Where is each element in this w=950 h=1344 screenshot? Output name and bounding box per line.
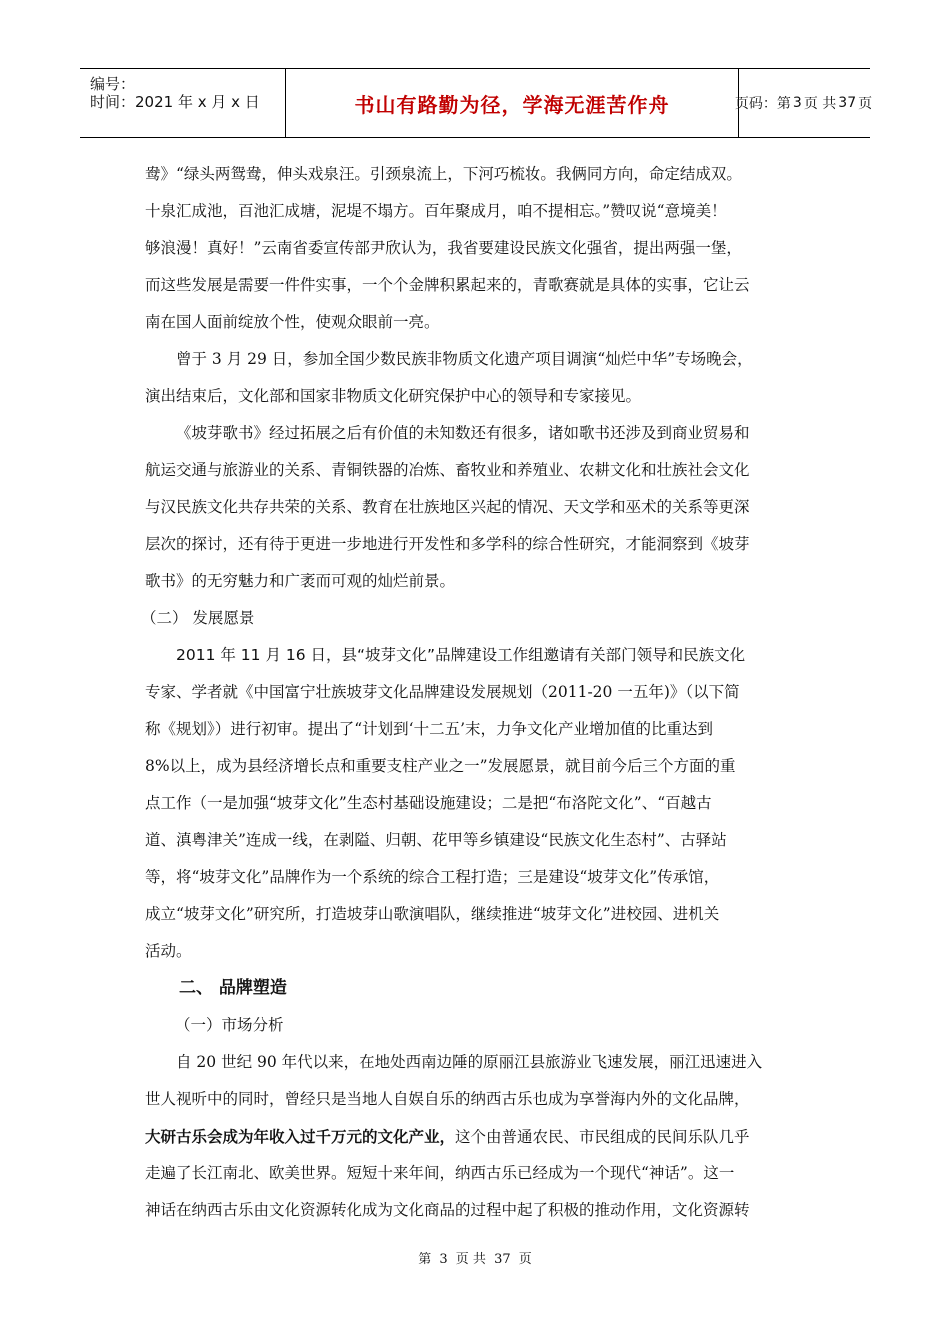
body-line-mixed (145, 1118, 805, 1155)
header-motto-cell (285, 69, 739, 137)
header-page-middle: 页 共 (803, 96, 837, 112)
body-line: 演出结束后，文化部和国家非物质文化研究保护中心的领导和专家接见。 (145, 387, 642, 405)
body-line: 等，将“坡芽文化”品牌作为一个系统的综合工程打造；三是建设“坡芽文化”传承馆， (145, 868, 720, 886)
footer-middle: 页 共 (455, 1252, 486, 1267)
body-line: 层次的探讨，还有待于更进一步地进行开发性和多学科的综合性研究，才能洞察到《坡芽 (145, 535, 750, 553)
page-header (80, 68, 873, 138)
body-line: 神话在纳西古乐由文化资源转化成为文化商品的过程中起了积极的推动作用，文化资源转 (145, 1201, 750, 1219)
footer-suffix: 页 (518, 1252, 532, 1267)
header-info (80, 69, 285, 137)
body-line: 2011 年 11 月 16 日，县“坡芽文化”品牌建设工作组邀请有关部门领导和民族文化 (176, 646, 746, 664)
document-number-label: 编号： (90, 75, 136, 93)
section-subheading-market: （一）市场分析 (175, 1016, 284, 1034)
body-line: 而这些发展是需要一件件实事，一个个金牌积累起来的，青歌赛就是具体的实事，它让云 (145, 276, 750, 294)
body-line-rest: 这个由普通农民、市民组成的民间乐队几乎 (455, 1128, 750, 1146)
footer-prefix: 第 (418, 1252, 432, 1267)
document-date: 时间：2021 年 x 月 x 日 (90, 93, 260, 111)
body-line: 道、滇粤津关”连成一线，在剥隘、归朝、花甲等乡镇建设“民族文化生态村”、古驿站 (145, 831, 727, 849)
body-line: 自 20 世纪 90 年代以来，在地处西南边陲的原丽江县旅游业飞速发展，丽江迅速进入 (176, 1053, 763, 1071)
header-page-prefix: 页码：第 (734, 96, 791, 112)
body-line: 航运交通与旅游业的关系、青铜铁器的冶炼、畜牧业和养殖业、农耕文化和壮族社会文化 (145, 461, 750, 479)
body-line: 《坡芽歌书》经过拓展之后有价值的未知数还有很多，诸如歌书还涉及到商业贸易和 (176, 424, 750, 442)
body-line: 曾于 3 月 29 日，参加全国少数民族非物质文化遗产项目调演“灿烂中华”专场晚会， (176, 350, 753, 368)
header-page-suffix: 页 (858, 96, 873, 112)
body-line: 十泉汇成池，百池汇成塘，泥堤不塌方。百年聚成月，咱不提相忘。”赞叹说“意境美！ (145, 202, 727, 220)
body-line: 南在国人面前绽放个性，使观众眼前一亮。 (145, 313, 440, 331)
header-motto: 书山有路勤为径，学海无涯苦作舟 (354, 92, 670, 117)
footer-page-total: 37 (494, 1252, 511, 1267)
header-page-indicator (734, 69, 873, 137)
footer-page-current: 3 (439, 1252, 448, 1267)
page-footer (0, 1248, 950, 1267)
body-line: 成立“坡芽文化”研究所，打造坡芽山歌演唱队，继续推进“坡芽文化”进校园、进机关 (145, 905, 720, 923)
body-line: 8%以上，成为县经济增长点和重要支柱产业之一”发展愿景，就目前今后三个方面的重 (145, 757, 736, 775)
body-line: 够浪漫！真好！”云南省委宣传部尹欣认为，我省要建设民族文化强省，提出两强一堡， (145, 239, 742, 257)
bold-phrase: 大研古乐会成为年收入过千万元的文化产业， (145, 1127, 456, 1146)
body-line: 歌书》的无穷魅力和广袤而可观的灿烂前景。 (145, 572, 456, 590)
section-subheading-vision: （二） 发展愿景 (141, 609, 255, 627)
body-line: 鸯》“绿头两鸳鸯，伸头戏泉汪。引颈泉流上，下河巧梳妆。我俩同方向，命定结成双。 (145, 165, 742, 183)
body-line: 活动。 (145, 942, 192, 960)
section-heading-brand: 二、 品牌塑造 (179, 978, 287, 998)
body-line: 走遍了长江南北、欧美世界。短短十来年间，纳西古乐已经成为一个现代“神话”。这一 (145, 1164, 735, 1182)
header-page-total: 37 (838, 95, 857, 111)
body-line: 与汉民族文化共存共荣的关系、教育在壮族地区兴起的情况、天文学和巫术的关系等更深 (145, 498, 750, 516)
body-line: 世人视听中的同时，曾经只是当地人自娱自乐的纳西古乐也成为享誉海内外的文化品牌， (145, 1090, 750, 1108)
body-line: 称《规划》）进行初审。提出了“计划到‘十二五’末，力争文化产业增加值的比重达到 (145, 720, 714, 738)
document-body (141, 156, 805, 1229)
body-line: 专家、学者就《中国富宁壮族坡芽文化品牌建设发展规划（2011-20 一五年)》（以下简 (145, 683, 740, 701)
header-page-current: 3 (792, 95, 802, 111)
body-line: 点工作（一是加强“坡芽文化”生态村基础设施建设；二是把“布洛陀文化”、“百越古 (145, 794, 712, 812)
